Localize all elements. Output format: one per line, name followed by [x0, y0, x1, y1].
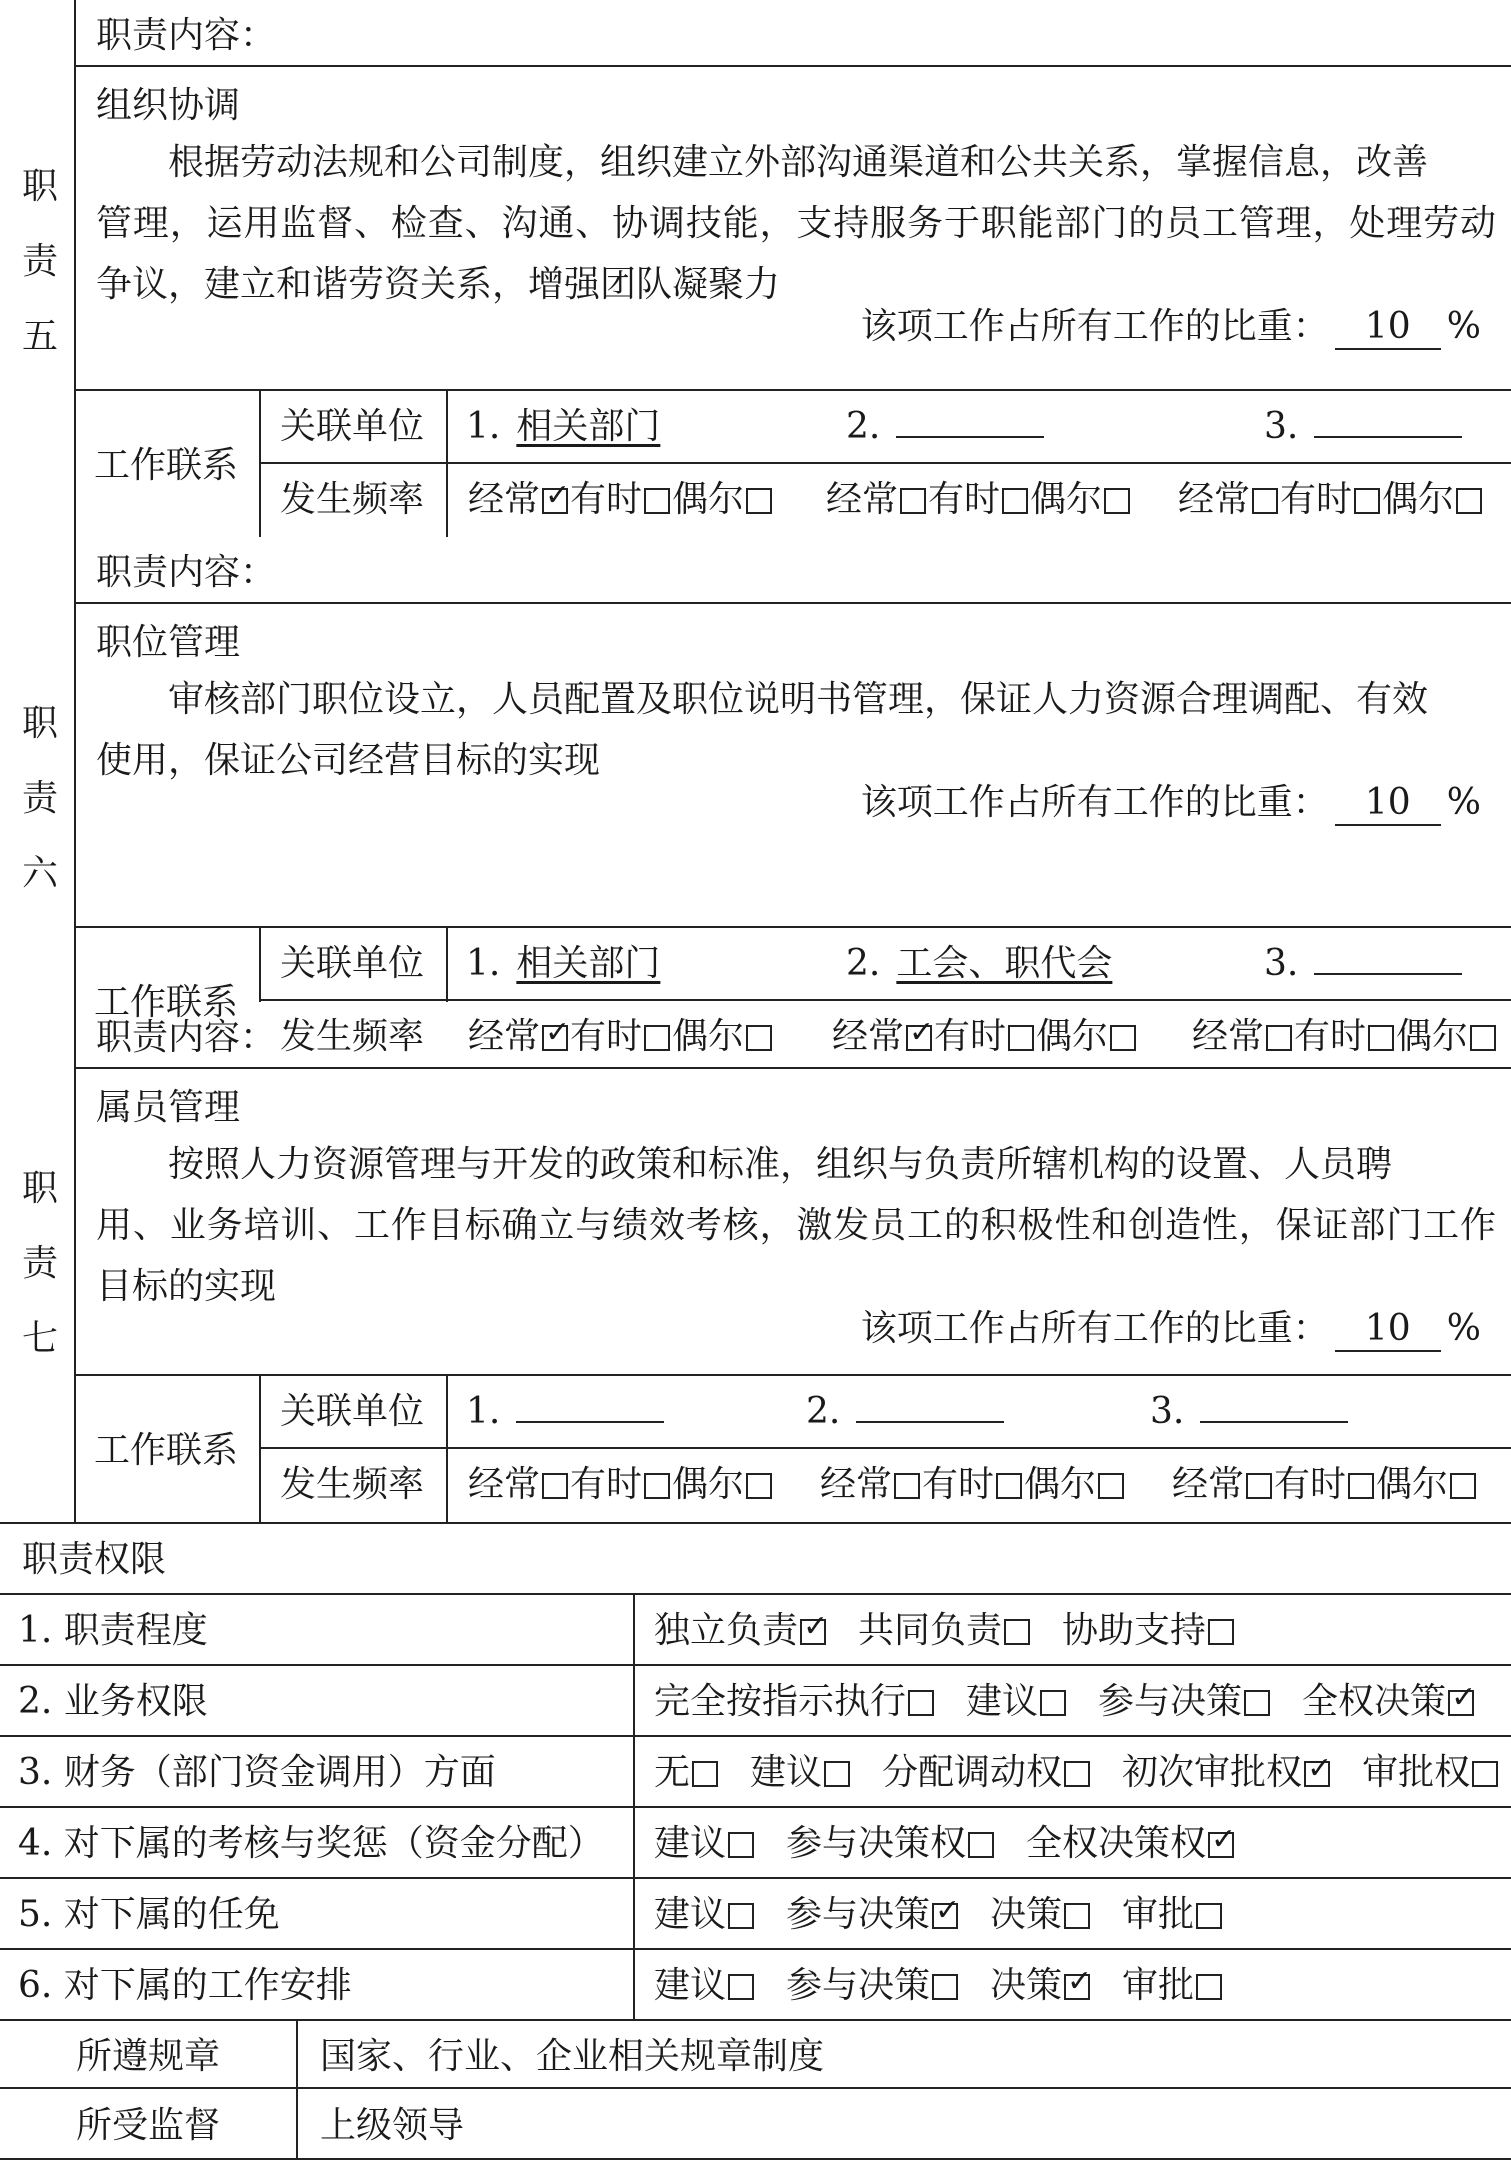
empty-box-icon[interactable] [894, 1473, 920, 1499]
authority-row-label: 6. 对下属的工作安排 [18, 1965, 352, 2006]
related-unit-3 [1150, 1390, 1348, 1433]
frequency-group-3 [1178, 478, 1484, 521]
unit-blank-field[interactable] [516, 1391, 664, 1423]
duty-description-line: 管理，运用监督、检查、沟通、协调技能，支持服务于职能部门的员工管理，处理劳动争议，建立和谐劳资关系，增强团队凝聚力 [96, 203, 1496, 305]
duty-description-line: 审核部门职位设立，人员配置及职位说明书管理，保证人力资源合理调配、有效 [168, 679, 1429, 720]
frequency-group-1 [468, 1463, 774, 1506]
empty-box-icon[interactable] [728, 1832, 754, 1858]
authority-option-label: 协助支持 [1062, 1610, 1207, 1651]
frequency-option-label: 偶尔 [1376, 1464, 1449, 1505]
empty-box-icon[interactable] [1368, 1025, 1394, 1051]
duty-title: 职位管理 [96, 622, 241, 663]
table-rule [446, 926, 448, 1002]
empty-box-icon[interactable] [824, 1761, 850, 1787]
checked-box-icon[interactable] [542, 1025, 568, 1051]
weight-value: 10 [1335, 305, 1441, 350]
unit-number: 2. [806, 1391, 841, 1432]
authority-option-label: 初次审批权 [1122, 1752, 1303, 1793]
table-rule [0, 1948, 1511, 1950]
checked-box-icon[interactable] [906, 1025, 932, 1051]
table-rule [446, 389, 448, 537]
rules-value: 国家、行业、企业相关规章制度 [320, 2036, 825, 2077]
unit-number: 1. [466, 943, 501, 984]
table-rule [74, 537, 76, 1002]
duty-side-label: 职 [22, 703, 59, 744]
authority-row-label: 4. 对下属的考核与奖惩（资金分配） [18, 1823, 604, 1864]
duty-title: 组织协调 [96, 85, 241, 126]
unit-label: 关联单位 [280, 943, 425, 984]
frequency-option-label: 偶尔 [1396, 1016, 1469, 1057]
empty-box-icon[interactable] [1008, 1025, 1034, 1051]
weight-value: 10 [1335, 781, 1441, 826]
authority-option-label: 建议 [654, 1965, 727, 2006]
frequency-option-label: 偶尔 [1024, 1464, 1097, 1505]
empty-box-icon[interactable] [1196, 1974, 1222, 2000]
frequency-option-label: 偶尔 [1030, 479, 1103, 520]
table-rule [74, 65, 1511, 67]
unit-blank-field[interactable] [1314, 406, 1462, 438]
table-rule [0, 1593, 1511, 1595]
authority-row-options [654, 1751, 1500, 1794]
frequency-group-3 [1172, 1463, 1478, 1506]
authority-option-label: 全权决策权 [1026, 1823, 1207, 1864]
empty-box-icon[interactable] [1470, 1025, 1496, 1051]
frequency-option-label: 经常 [1172, 1464, 1245, 1505]
authority-row-label: 1. 职责程度 [18, 1610, 208, 1651]
frequency-label: 发生频率 [280, 1464, 425, 1505]
table-rule [74, 602, 1511, 604]
unit-blank-field[interactable] [896, 406, 1044, 438]
duty-description [96, 669, 1496, 791]
frequency-option-label: 偶尔 [1036, 1016, 1109, 1057]
frequency-option-label: 偶尔 [672, 1016, 745, 1057]
empty-box-icon[interactable] [728, 1903, 754, 1929]
authority-option-label: 建议 [966, 1681, 1039, 1722]
authority-option-label: 独立负责 [654, 1610, 799, 1651]
authority-option-label: 建议 [750, 1752, 823, 1793]
table-rule [259, 389, 261, 537]
empty-box-icon[interactable] [996, 1473, 1022, 1499]
empty-box-icon[interactable] [1244, 1690, 1270, 1716]
unit-number: 1. [466, 406, 501, 447]
empty-box-icon[interactable] [644, 488, 670, 514]
table-rule [259, 1374, 261, 1522]
frequency-option-label: 有时 [1274, 1464, 1347, 1505]
empty-box-icon[interactable] [968, 1832, 994, 1858]
table-rule [0, 1806, 1511, 1808]
frequency-group-2 [832, 1015, 1138, 1058]
empty-box-icon[interactable] [908, 1690, 934, 1716]
authority-option-label: 完全按指示执行 [654, 1681, 907, 1722]
frequency-option-label: 有时 [570, 1016, 643, 1057]
duty-description-line: 根据劳动法规和公司制度，组织建立外部沟通渠道和公共关系，掌握信息，改善 [168, 142, 1429, 183]
duty-side-label: 职 [22, 166, 59, 207]
empty-box-icon[interactable] [1266, 1025, 1292, 1051]
empty-box-icon[interactable] [1002, 488, 1028, 514]
empty-box-icon[interactable] [1064, 1903, 1090, 1929]
related-unit-1 [466, 405, 660, 448]
duty-description-line: 使用，保证公司经营目标的实现 [96, 740, 601, 781]
table-rule [74, 1374, 1511, 1376]
authority-option-label: 建议 [654, 1823, 727, 1864]
unit-name[interactable]: 相关部门 [516, 943, 661, 984]
empty-box-icon[interactable] [1196, 1903, 1222, 1929]
authority-row-options [654, 1893, 1224, 1936]
unit-label: 关联单位 [280, 1391, 425, 1432]
duty-title: 属员管理 [96, 1087, 241, 1128]
empty-box-icon[interactable] [644, 1473, 670, 1499]
rules-label: 所遵规章 [76, 2036, 221, 2077]
authority-option-label: 参与决策权 [786, 1823, 967, 1864]
authority-option-label: 审批 [1122, 1894, 1195, 1935]
authority-option-label: 审批权 [1362, 1752, 1471, 1793]
table-rule [74, 1067, 1511, 1069]
checked-box-icon[interactable] [932, 1903, 958, 1929]
frequency-option-label: 有时 [1294, 1016, 1367, 1057]
unit-number: 2. [846, 943, 881, 984]
empty-box-icon[interactable] [1450, 1473, 1476, 1499]
table-rule [74, 0, 76, 537]
empty-box-icon[interactable] [1472, 1761, 1498, 1787]
empty-box-icon[interactable] [1098, 1473, 1124, 1499]
table-rule [0, 1735, 1511, 1737]
empty-box-icon[interactable] [1456, 488, 1482, 514]
weight-unit: % [1446, 1308, 1481, 1349]
table-rule [0, 2087, 1511, 2089]
unit-label: 关联单位 [280, 406, 425, 447]
authority-row-label: 3. 财务（部门资金调用）方面 [18, 1752, 496, 1793]
empty-box-icon[interactable] [900, 488, 926, 514]
authority-row-options [654, 1680, 1476, 1723]
unit-blank-field[interactable] [856, 1391, 1004, 1423]
duty-side-label: 职 [22, 1168, 59, 1209]
frequency-option-label: 经常 [468, 1464, 541, 1505]
checked-box-icon[interactable] [1208, 1832, 1234, 1858]
authority-option-label: 共同负责 [858, 1610, 1003, 1651]
frequency-option-label: 偶尔 [1382, 479, 1455, 520]
frequency-group-2 [820, 1463, 1126, 1506]
duty-description [96, 1134, 1496, 1317]
weight-value: 10 [1335, 1307, 1441, 1352]
authority-row-label: 2. 业务权限 [18, 1681, 208, 1722]
related-unit-2 [846, 405, 1044, 448]
table-rule [446, 1374, 448, 1522]
empty-box-icon[interactable] [1110, 1025, 1136, 1051]
authority-row-options [654, 1822, 1236, 1865]
unit-number: 3. [1264, 406, 1299, 447]
frequency-option-label: 经常 [468, 1016, 541, 1057]
authority-option-label: 全权决策 [1302, 1681, 1447, 1722]
unit-number: 3. [1264, 943, 1299, 984]
frequency-option-label: 经常 [820, 1464, 893, 1505]
empty-box-icon[interactable] [1252, 488, 1278, 514]
frequency-option-label: 经常 [1192, 1016, 1265, 1057]
empty-box-icon[interactable] [728, 1974, 754, 2000]
authority-option-label: 决策 [990, 1894, 1063, 1935]
table-rule [0, 2158, 1511, 2160]
authority-option-label: 决策 [990, 1965, 1063, 2006]
frequency-group-2 [826, 478, 1132, 521]
frequency-option-label: 有时 [922, 1464, 995, 1505]
frequency-group-1 [468, 1015, 774, 1058]
duty-side-label: 责 [22, 778, 59, 819]
authority-row-label: 5. 对下属的任免 [18, 1894, 280, 1935]
supervision-label: 所受监督 [76, 2105, 221, 2146]
table-rule [0, 1664, 1511, 1666]
frequency-option-label: 偶尔 [672, 479, 745, 520]
frequency-option-label: 有时 [934, 1016, 1007, 1057]
empty-box-icon[interactable] [692, 1761, 718, 1787]
empty-box-icon[interactable] [1064, 1761, 1090, 1787]
table-rule [74, 926, 1511, 928]
frequency-option-label: 有时 [928, 479, 1001, 520]
unit-number: 3. [1150, 1391, 1185, 1432]
empty-box-icon[interactable] [1104, 488, 1130, 514]
empty-box-icon[interactable] [932, 1974, 958, 2000]
duty-weight [861, 1307, 1481, 1352]
checked-box-icon[interactable] [1304, 1761, 1330, 1787]
empty-box-icon[interactable] [746, 1473, 772, 1499]
table-rule [259, 926, 261, 1002]
duty-content-heading: 职责内容： [96, 552, 277, 593]
duty-side-label: 六 [22, 853, 59, 894]
duty-weight [861, 305, 1481, 350]
frequency-group-3 [1192, 1015, 1498, 1058]
frequency-option-label: 有时 [570, 1464, 643, 1505]
empty-box-icon[interactable] [746, 488, 772, 514]
empty-box-icon[interactable] [1040, 1690, 1066, 1716]
authority-option-label: 参与决策 [786, 1965, 931, 2006]
unit-number: 1. [466, 1391, 501, 1432]
frequency-group-1 [468, 478, 774, 521]
duty-weight [861, 781, 1481, 826]
unit-name[interactable]: 工会、职代会 [896, 943, 1113, 984]
authority-option-label: 无 [654, 1752, 691, 1793]
checked-box-icon[interactable] [1448, 1690, 1474, 1716]
contact-label: 工作联系 [94, 1430, 239, 1471]
weight-unit: % [1446, 306, 1481, 347]
table-rule [74, 1002, 76, 1522]
supervision-value: 上级领导 [320, 2105, 465, 2146]
authority-row-options [654, 1964, 1224, 2007]
frequency-label: 发生频率 [280, 479, 425, 520]
empty-box-icon[interactable] [1354, 488, 1380, 514]
contact-label: 工作联系 [94, 445, 239, 486]
authority-option-label: 建议 [654, 1894, 727, 1935]
duty-side-label: 五 [22, 316, 59, 357]
empty-box-icon[interactable] [1348, 1473, 1374, 1499]
duty-content-heading: 职责内容： [96, 1017, 277, 1058]
weight-label: 该项工作占所有工作的比重： [860, 306, 1329, 347]
weight-label: 该项工作占所有工作的比重： [860, 782, 1329, 823]
unit-name[interactable]: 相关部门 [516, 406, 661, 447]
table-rule [633, 1593, 635, 2019]
checked-box-icon[interactable] [542, 488, 568, 514]
unit-number: 2. [846, 406, 881, 447]
frequency-option-label: 经常 [468, 479, 541, 520]
frequency-option-label: 经常 [832, 1016, 905, 1057]
contact-label: 工作联系 [94, 982, 239, 1023]
duty-side-label: 责 [22, 241, 59, 282]
frequency-option-label: 经常 [1178, 479, 1251, 520]
frequency-option-label: 经常 [826, 479, 899, 520]
frequency-option-label: 偶尔 [672, 1464, 745, 1505]
related-unit-1 [466, 1390, 664, 1433]
empty-box-icon[interactable] [542, 1473, 568, 1499]
authority-option-label: 审批 [1122, 1965, 1195, 2006]
table-rule [0, 1522, 1511, 1524]
related-unit-3 [1264, 405, 1462, 448]
related-unit-3 [1264, 942, 1462, 985]
empty-box-icon[interactable] [1208, 1619, 1234, 1645]
duty-side-label: 七 [22, 1318, 59, 1359]
weight-label: 该项工作占所有工作的比重： [860, 1308, 1329, 1349]
authority-heading: 职责权限 [22, 1539, 167, 1580]
checked-box-icon[interactable] [1064, 1974, 1090, 2000]
unit-blank-field[interactable] [1314, 943, 1462, 975]
table-rule [0, 2019, 1511, 2021]
empty-box-icon[interactable] [1004, 1619, 1030, 1645]
frequency-option-label: 有时 [1280, 479, 1353, 520]
table-rule [74, 389, 1511, 391]
unit-blank-field[interactable] [1200, 1391, 1348, 1423]
authority-option-label: 参与决策 [1098, 1681, 1243, 1722]
related-unit-1 [466, 942, 660, 985]
authority-row-options [654, 1609, 1236, 1652]
duty-description-line: 按照人力资源管理与开发的政策和标准，组织与负责所辖机构的设置、人员聘 [168, 1144, 1393, 1185]
duty-content-heading: 职责内容： [96, 15, 277, 56]
weight-unit: % [1446, 782, 1481, 823]
empty-box-icon[interactable] [644, 1025, 670, 1051]
authority-option-label: 分配调动权 [882, 1752, 1063, 1793]
frequency-option-label: 有时 [570, 479, 643, 520]
checked-box-icon[interactable] [800, 1619, 826, 1645]
authority-option-label: 参与决策 [786, 1894, 931, 1935]
frequency-label: 发生频率 [280, 1016, 425, 1057]
empty-box-icon[interactable] [746, 1025, 772, 1051]
table-rule [0, 1877, 1511, 1879]
related-unit-2 [806, 1390, 1004, 1433]
duty-description [96, 132, 1496, 315]
related-unit-2 [846, 942, 1112, 985]
duty-side-label: 责 [22, 1243, 59, 1284]
duty-description-line: 用、业务培训、工作目标确立与绩效考核，激发员工的积极性和创造性，保证部门工作目标的实现 [96, 1205, 1496, 1307]
table-rule [296, 2019, 298, 2160]
empty-box-icon[interactable] [1246, 1473, 1272, 1499]
